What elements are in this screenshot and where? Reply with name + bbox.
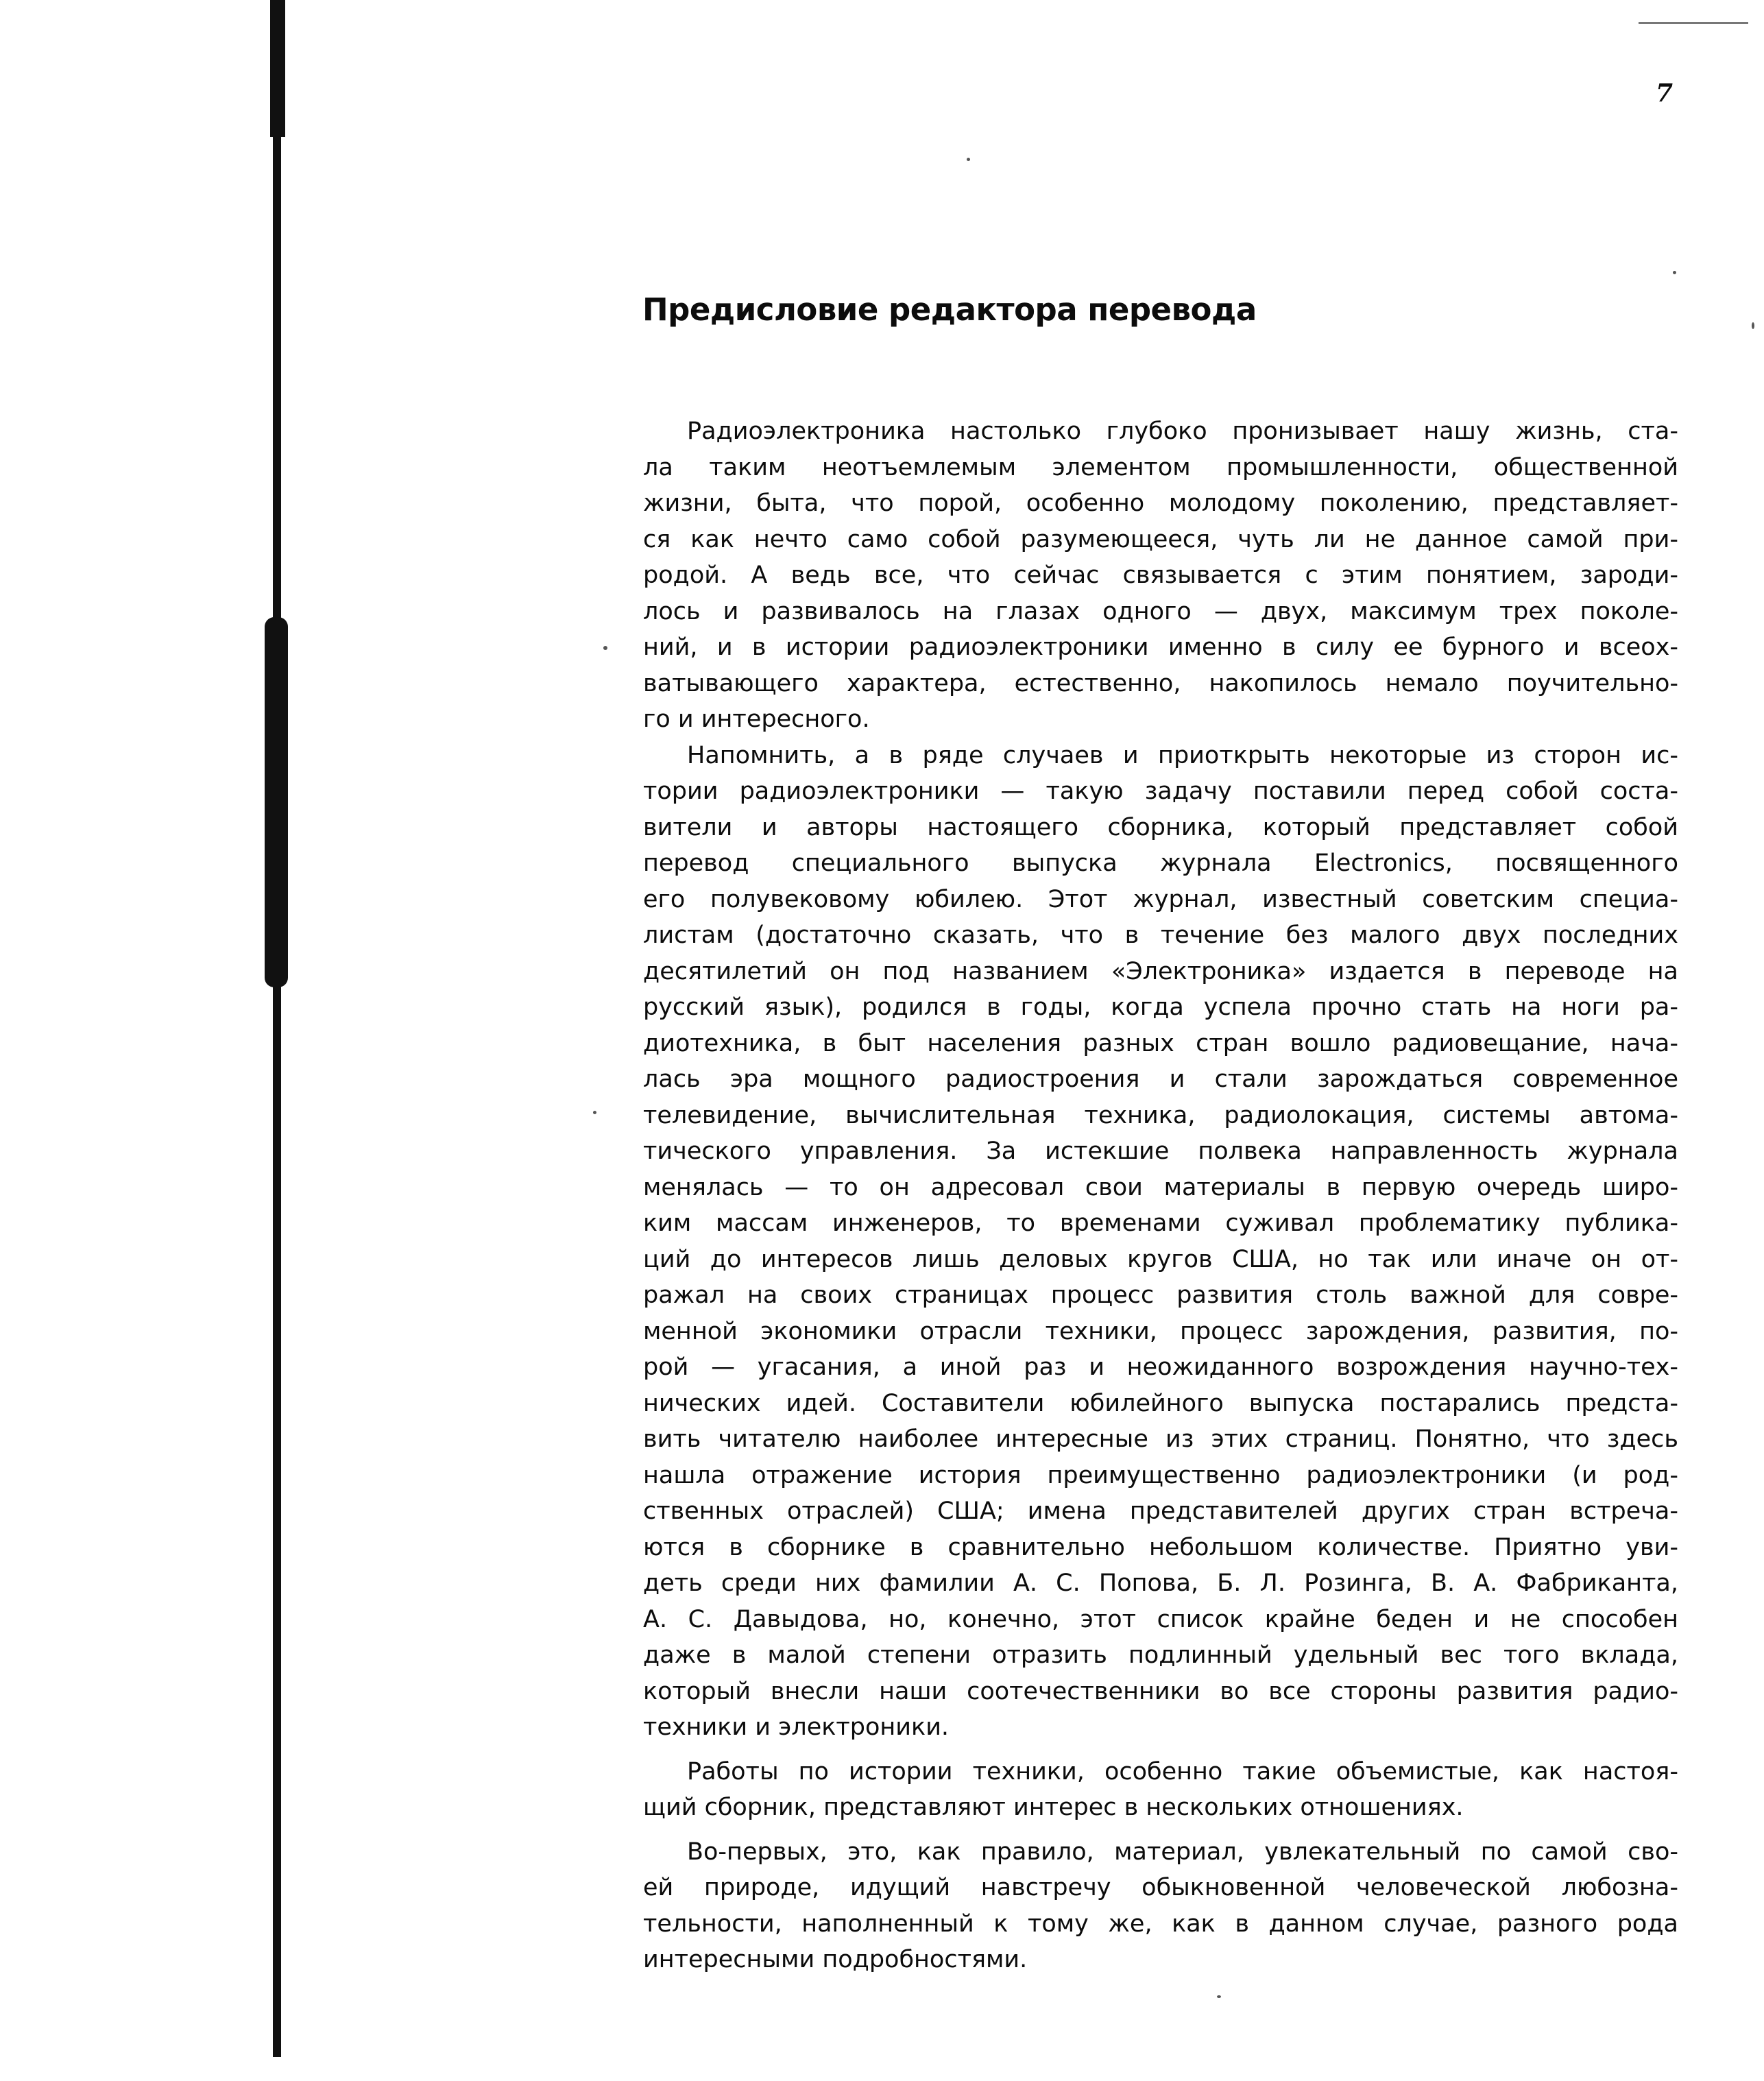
paragraph-gap — [643, 1826, 1678, 1834]
text-line: русский язык), родился в годы, когда успела прочно стать на ноги ра- — [643, 994, 1678, 1021]
text-line: листам (достаточно сказать, что в течение без малого двух последних — [643, 922, 1678, 949]
text-line: ний, и в истории радиоэлектроники именно в силу ее бурного и всеох- — [643, 634, 1678, 661]
scan-speck — [603, 646, 607, 650]
text-line: тории радиоэлектроники — такую задачу поставили перед собой соста- — [643, 778, 1678, 805]
text-line: который внесли наши соотечественники во все стороны развития радио- — [643, 1677, 1678, 1705]
text-line: тического управления. За истекшие полвека направленность журнала — [643, 1138, 1678, 1165]
text-line: го и интересного. — [643, 706, 870, 733]
scan-speck — [1752, 322, 1754, 329]
text-line: ся как нечто само собой разумеющееся, чуть ли не данное самой при- — [643, 525, 1678, 553]
text-line: ражал на своих страницах процесс развития столь важной для совре- — [643, 1282, 1678, 1309]
binding-edge — [273, 0, 281, 2057]
text-line: менялась — то он адресовал свои материалы в первую очередь широ- — [643, 1173, 1678, 1201]
text-line: Во-первых, это, как правило, материал, увлекательный по самой сво- — [687, 1838, 1678, 1866]
scan-speck — [1217, 1995, 1221, 1998]
text-line: техники и электроники. — [643, 1713, 950, 1741]
paragraph-2 — [643, 738, 1678, 1746]
text-line: Напомнить, а в ряде случаев и приоткрыть некоторые из сторон ис- — [687, 741, 1678, 769]
text-line: телевидение, вычислительная техника, радиолокация, системы автома- — [643, 1101, 1678, 1129]
text-line: ей природе, идущий навстречу обыкновенной человеческой любозна- — [643, 1874, 1678, 1901]
text-line: интересными подробностями. — [643, 1946, 1028, 1973]
text-line: Работы по истории техники, особенно такие объемистые, как настоя- — [687, 1757, 1678, 1785]
paragraph-1 — [643, 413, 1678, 738]
text-line: ким массам инженеров, то временами суживал проблематику публика- — [643, 1210, 1678, 1237]
text-line: лась эра мощного радиостроения и стали зарождаться современное — [643, 1066, 1678, 1093]
text-line: ватывающего характера, естественно, накопилось немало поучительно- — [643, 669, 1678, 697]
scan-corner-line — [1639, 22, 1748, 24]
text-line: рой — угасания, а иной раз и неожиданного возрождения научно-тех- — [643, 1354, 1678, 1381]
text-line: Радиоэлектроника настолько глубоко пронизывает нашу жизнь, ста- — [687, 418, 1678, 445]
text-line: родой. А ведь все, что сейчас связывается с этим понятием, зароди- — [643, 562, 1678, 589]
text-line: ются в сборнике в сравнительно небольшом количестве. Приятно уви- — [643, 1533, 1678, 1561]
paragraph-4 — [643, 1834, 1678, 1978]
text-line: вители и авторы настоящего сборника, который представляет собой — [643, 813, 1678, 841]
body-text — [643, 413, 1678, 1978]
scan-speck — [967, 158, 970, 161]
scan-speck — [593, 1111, 596, 1114]
text-line: менной экономики отрасли техники, процесс зарождения, развития, по- — [643, 1317, 1678, 1345]
text-line: его полувековому юбилею. Этот журнал, известный советским специа- — [643, 885, 1678, 913]
text-line: перевод специального выпуска журнала Electronics, посвященного — [643, 850, 1678, 877]
text-line: ла таким неотъемлемым элементом промышленности, общественной — [643, 453, 1678, 481]
text-line: десятилетий он под названием «Электроника» издается в переводе на — [643, 957, 1678, 985]
binding-blot — [265, 617, 288, 987]
text-line: нашла отражение история преимущественно радиоэлектроники (и род- — [643, 1461, 1678, 1489]
text-line: нических идей. Составители юбилейного выпуска постарались предста- — [643, 1389, 1678, 1417]
paragraph-3 — [643, 1754, 1678, 1826]
text-line: диотехника, в быт населения разных стран вошло радиовещание, нача- — [643, 1029, 1678, 1057]
page-title: Предисловие редактора перевода — [642, 291, 1257, 328]
text-line: даже в малой степени отразить подлинный удельный вес того вклада, — [643, 1641, 1678, 1669]
text-line: А. С. Давыдова, но, конечно, этот список крайне беден и не способен — [643, 1605, 1678, 1633]
text-line: тельности, наполненный к тому же, как в данном случае, разного рода — [643, 1910, 1678, 1938]
text-line: жизни, быта, что порой, особенно молодому поколению, представляет- — [643, 490, 1678, 517]
scan-speck — [1673, 271, 1676, 274]
paragraph-gap — [643, 1746, 1678, 1754]
text-line: деть среди них фамилии А. С. Попова, Б. Л. Розинга, В. А. Фабриканта, — [643, 1569, 1678, 1597]
text-line: щий сборник, представляют интерес в нескольких отношениях. — [643, 1794, 1464, 1821]
text-line: вить читателю наиболее интересные из этих страниц. Понятно, что здесь — [643, 1426, 1678, 1453]
text-line: ций до интересов лишь деловых кругов США, но так или иначе он от- — [643, 1245, 1678, 1273]
text-line: лось и развивалось на глазах одного — двух, максимум трех поколе- — [643, 597, 1678, 625]
text-line: ственных отраслей) США; имена представителей других стран встреча- — [643, 1497, 1678, 1525]
page-number: 7 — [1656, 79, 1674, 108]
